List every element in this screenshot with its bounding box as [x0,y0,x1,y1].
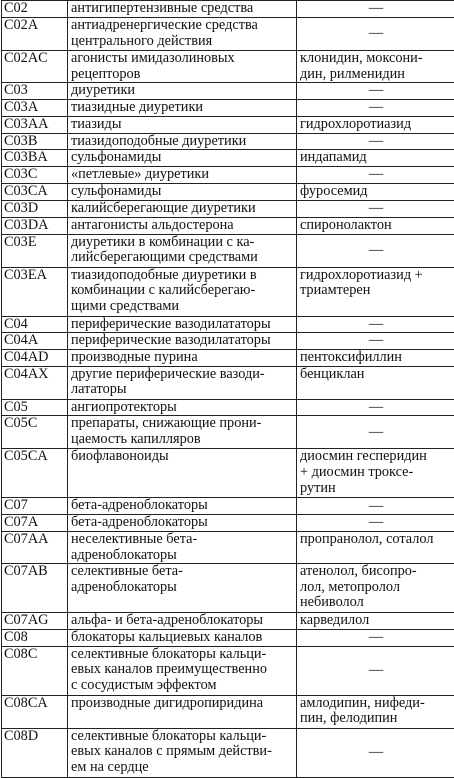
group-description-cell [68,531,297,563]
description-line: диуретики в комбинации с ка- [71,235,294,251]
description-line: калийсберегающие диуретики [71,201,294,217]
description-line: препараты, снижающие прони- [71,416,294,432]
group-description-cell [68,416,297,449]
table-row [2,728,454,777]
description-line: альфа- и бета-адреноблокаторы [71,613,294,629]
description-line: рецепторов [71,67,294,83]
drug-names-cell [297,1,454,18]
description-line: другие периферические вазоди- [71,367,294,383]
table-row [2,100,454,117]
empty-dash: — [300,745,452,761]
description-line: тиазидоподобные диуретики в [71,268,294,284]
drug-names-cell [297,498,454,515]
description-line: евых каналов преимущественно [71,662,294,678]
group-description-cell [68,695,297,728]
atc-code-cell: C07A [2,515,68,532]
group-description-cell [68,728,297,777]
description-line: неселективные бета- [71,532,294,548]
empty-dash: — [300,1,452,17]
description-line: селективные блокаторы кальци- [71,729,294,745]
description-line: тиазиды [71,117,294,133]
table-row [2,695,454,728]
table-row [2,416,454,449]
table-row [2,51,454,83]
atc-code-cell: C04AX [2,366,68,399]
atc-code-cell: C08CA [2,695,68,728]
description-line: ангиопротекторы [71,400,294,416]
atc-code-cell: C05C [2,416,68,449]
description-line: тиазидные диуретики [71,100,294,116]
table-row [2,18,454,51]
drug-name-line: амлодипин, нифеди- [300,696,452,712]
group-description-cell [68,646,297,695]
table-row [2,167,454,184]
drug-name-line: гидрохлоротиазид + [300,268,452,284]
drug-name-line: фуросемид [300,184,452,200]
drug-names-cell [297,399,454,416]
empty-dash: — [300,100,452,116]
atc-code-cell: C03C [2,167,68,184]
atc-code-cell: C03B [2,133,68,150]
description-line: антагонисты альдостерона [71,218,294,234]
group-description-cell [68,515,297,532]
group-description-cell [68,167,297,184]
description-line: адреноблокаторы [71,580,294,596]
empty-dash: — [300,515,452,531]
table-row [2,366,454,399]
drug-names-cell [297,83,454,100]
description-line: периферические вазодилататоры [71,317,294,333]
atc-code-cell: C03D [2,200,68,217]
atc-code-cell: C02 [2,1,68,18]
group-description-cell [68,200,297,217]
atc-code-cell: C03A [2,100,68,117]
description-line: селективные блокаторы кальци- [71,647,294,663]
drug-names-cell [297,18,454,51]
drug-name-line: бенциклан [300,367,452,383]
empty-dash: — [300,201,452,217]
empty-dash: — [300,400,452,416]
description-line: центрального действия [71,34,294,50]
atc-code-cell: C03BA [2,150,68,167]
drug-name-line: индапамид [300,150,452,166]
drug-names-cell [297,366,454,399]
table-row [2,200,454,217]
group-description-cell [68,366,297,399]
table-row [2,133,454,150]
drug-names-cell [297,316,454,333]
atc-code-cell: C03EA [2,267,68,316]
group-description-cell [68,150,297,167]
description-line: антиадренергические средства [71,18,294,34]
description-line: тиазидоподобные диуретики [71,134,294,150]
empty-dash: — [300,425,452,441]
drug-names-cell [297,217,454,234]
drug-name-line: + диосмин троксе- [300,465,452,481]
drug-names-cell [297,630,454,647]
table-row [2,646,454,695]
empty-dash: — [300,167,452,183]
atc-code-cell: C04AD [2,350,68,367]
atc-code-cell: C02AC [2,51,68,83]
empty-dash: — [300,317,452,333]
description-line: селективные бета- [71,564,294,580]
drug-names-cell [297,150,454,167]
description-line: биофлавоноиды [71,449,294,465]
drug-names-cell [297,234,454,267]
group-description-cell [68,267,297,316]
group-description-cell [68,449,297,498]
table-row [2,350,454,367]
drug-name-line: лол, метопролол [300,580,452,596]
group-description-cell [68,399,297,416]
group-description-cell [68,498,297,515]
drug-names-cell [297,646,454,695]
table-row [2,150,454,167]
table-row [2,515,454,532]
group-description-cell [68,83,297,100]
description-line: периферические вазодилататоры [71,333,294,349]
drug-name-line: рутин [300,481,452,497]
description-line: антигипертензивные средства [71,1,294,17]
drug-name-line: небиволол [300,595,452,611]
atc-code-cell: C03DA [2,217,68,234]
description-line: сульфонамиды [71,150,294,166]
atc-code-cell: C03 [2,83,68,100]
description-line: «петлевые» диуретики [71,167,294,183]
drug-names-cell [297,449,454,498]
drug-name-line: клонидин, моксони- [300,51,452,67]
drug-names-cell [297,531,454,563]
description-line: евых каналов с прямым действи- [71,744,294,760]
atc-code-cell: C08 [2,630,68,647]
drug-names-cell [297,695,454,728]
group-description-cell [68,18,297,51]
drug-name-line: диосмин гесперидин [300,449,452,465]
group-description-cell [68,234,297,267]
atc-code-cell: C02A [2,18,68,51]
group-description-cell [68,133,297,150]
table-row [2,234,454,267]
drug-names-cell [297,333,454,350]
atc-code-cell: C03E [2,234,68,267]
drug-names-cell [297,416,454,449]
drug-names-cell [297,116,454,133]
atc-code-cell: C08C [2,646,68,695]
empty-dash: — [300,333,452,349]
table-body [2,1,454,778]
drug-name-line: атенолол, бисопро- [300,564,452,580]
atc-code-cell: C03CA [2,183,68,200]
table-row [2,531,454,563]
empty-dash: — [300,663,452,679]
atc-code-cell: C05 [2,399,68,416]
atc-code-cell: C08D [2,728,68,777]
drug-name-line: гидрохлоротиазид [300,117,452,133]
drug-names-cell [297,728,454,777]
table-row [2,564,454,613]
table-row [2,449,454,498]
table-row [2,333,454,350]
table-row [2,83,454,100]
group-description-cell [68,350,297,367]
drug-names-cell [297,183,454,200]
empty-dash: — [300,134,452,150]
table-row [2,1,454,18]
table-row [2,316,454,333]
group-description-cell [68,100,297,117]
table-row [2,630,454,647]
atc-code-cell: C07 [2,498,68,515]
drug-name-line: дин, рилменидин [300,67,452,83]
drug-names-cell [297,133,454,150]
group-description-cell [68,1,297,18]
drug-name-line: спиронолактон [300,218,452,234]
atc-code-cell: C07AG [2,613,68,630]
table-row [2,217,454,234]
group-description-cell [68,630,297,647]
atc-code-cell: C05CA [2,449,68,498]
description-line: лийсберегающими средствами [71,250,294,266]
description-line: производные дигидропиридина [71,696,294,712]
group-description-cell [68,564,297,613]
table-row [2,116,454,133]
description-line: диуретики [71,83,294,99]
atc-code-cell: C04A [2,333,68,350]
group-description-cell [68,116,297,133]
drug-name-line: триамтерен [300,283,452,299]
table-row [2,183,454,200]
empty-dash: — [300,243,452,259]
table-row [2,498,454,515]
empty-dash: — [300,499,452,515]
description-line: бета-адреноблокаторы [71,498,294,514]
drug-names-cell [297,167,454,184]
group-description-cell [68,217,297,234]
description-line: лататоры [71,382,294,398]
drug-names-cell [297,350,454,367]
empty-dash: — [300,630,452,646]
table-row [2,613,454,630]
description-line: ем на сердце [71,760,294,776]
drug-name-line: пентоксифиллин [300,350,452,366]
group-description-cell [68,316,297,333]
drug-names-cell [297,564,454,613]
drug-name-line: пин, фелодипин [300,711,452,727]
drug-name-line: карведилол [300,613,452,629]
group-description-cell [68,183,297,200]
atc-classification-table [1,0,454,778]
atc-code-cell: C07AB [2,564,68,613]
description-line: с сосудистым эффектом [71,678,294,694]
atc-code-cell: C03AA [2,116,68,133]
drug-names-cell [297,51,454,83]
table-row [2,399,454,416]
description-line: сульфонамиды [71,184,294,200]
drug-name-line: пропранолол, соталол [300,532,452,548]
description-line: щими средствами [71,299,294,315]
description-line: адреноблокаторы [71,548,294,564]
description-line: цаемость капилляров [71,432,294,448]
description-line: бета-адреноблокаторы [71,515,294,531]
group-description-cell [68,613,297,630]
description-line: агонисты имидазолиновых [71,51,294,67]
drug-names-cell [297,613,454,630]
drug-names-cell [297,267,454,316]
group-description-cell [68,333,297,350]
group-description-cell [68,51,297,83]
drug-names-cell [297,200,454,217]
table-row [2,267,454,316]
atc-code-cell: C04 [2,316,68,333]
description-line: комбинации с калийсберегаю- [71,283,294,299]
atc-code-cell: C07AA [2,531,68,563]
empty-dash: — [300,26,452,42]
description-line: блокаторы кальциевых каналов [71,630,294,646]
drug-names-cell [297,100,454,117]
empty-dash: — [300,83,452,99]
description-line: производные пурина [71,350,294,366]
drug-names-cell [297,515,454,532]
